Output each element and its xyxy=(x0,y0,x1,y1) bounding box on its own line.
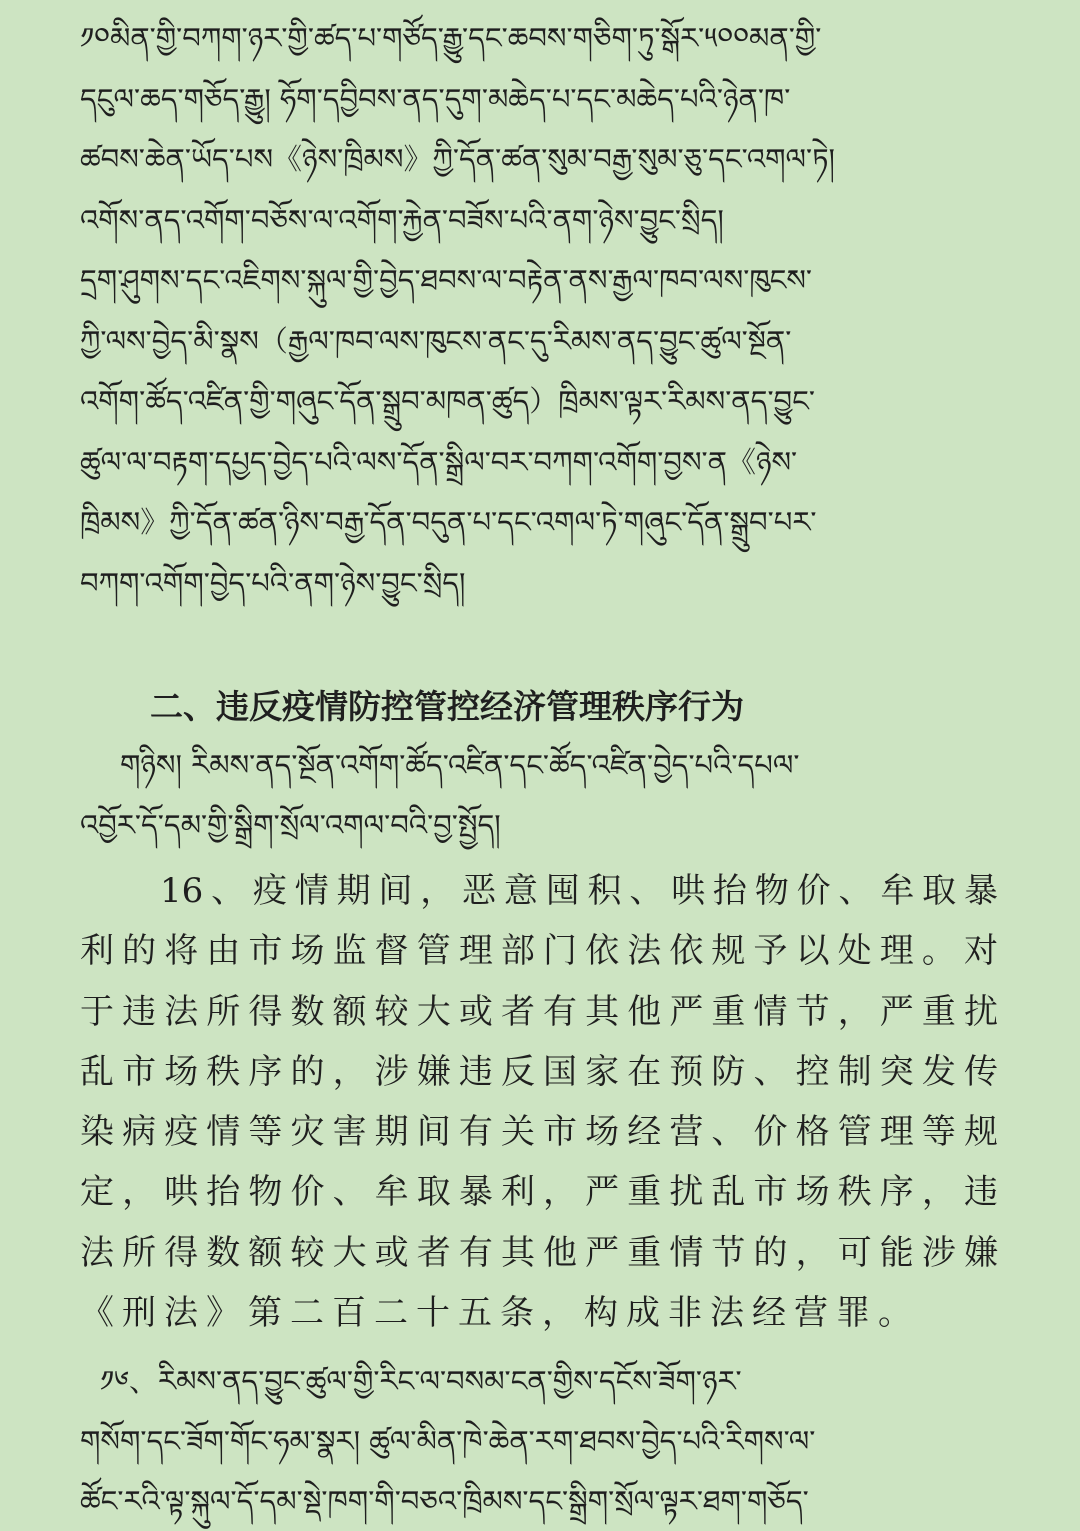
text-line: གསོག་དང་ཟོག་གོང་ཧམ་སྣར། ཚུལ་མིན་ཁེ་ཆེན་རག་ཐབས་བྱེད་པའི་རིགས་ལ་ xyxy=(80,1424,816,1459)
text-line: ཚུལ་ལ་བརྟག་དཔྱད་བྱེད་པའི་ལས་དོན་སྒྲིལ་བར་བཀག་འགོག་བྱས་ན《ཉེས་ xyxy=(80,444,798,479)
text-line: 于违法所得数额较大或者有其他严重情节，严重扰 xyxy=(80,991,998,1032)
text-line: ༡༦、རིམས་ནད་བྱུང་ཚུལ་གྱི་རིང་ལ་བསམ་ངན་གྱིས་དངོས་ཟོག་ཉར་ xyxy=(100,1364,742,1399)
chinese-paragraph-16 xyxy=(80,861,998,1343)
text-line: འགོག་ཚོད་འཛིན་གྱི་གཞུང་དོན་སྒྲུབ་མཁན་ཚུད）ཁྲིམས་ལྟར་རིམས་ནད་བྱུང་ xyxy=(80,384,815,418)
text-line: 定，哄抬物价、牟取暴利，严重扰乱市场秩序，违 xyxy=(80,1172,998,1213)
text-line: ཀྱི་ལས་བྱེད་མི་སྣས（རྒྱལ་ཁབ་ལས་ཁུངས་ནང་དུ་རིམས་ནད་བྱུང་ཚུལ་སྔོན་ xyxy=(80,323,792,358)
text-line: ཁྲིམས》ཀྱི་དོན་ཚན་ཉིས་བརྒྱ་དོན་བདུན་པ་དང་འགལ་ཏེ་གཞུང་དོན་སྒྲུབ་པར་ xyxy=(80,505,817,539)
text-line: གཉིས། རིམས་ནད་སྔོན་འགོག་ཚོད་འཛིན་དང་ཚོད་འཛིན་བྱེད་པའི་དཔལ་ xyxy=(120,748,800,782)
section-heading: 二、违反疫情防控管控经济管理秩序行为 xyxy=(150,687,744,726)
text-line: འགོས་ནད་འགོག་བཅོས་ལ་འགོག་རྐྱེན་བཟོས་པའི་ནག་ཉེས་བྱུང་སྲིད། xyxy=(80,202,724,237)
tibetan-paragraph-16 xyxy=(80,1351,998,1531)
text-line: 法所得数额较大或者有其他严重情节的，可能涉嫌 xyxy=(80,1232,998,1273)
text-line: ཚབས་ཆེན་ཡོད་པས《ཉེས་ཁྲིམས》ཀྱི་དོན་ཚན་སུམ་བརྒྱ་སུམ་ཅུ་དང་འགལ་ཏེ། xyxy=(80,142,835,176)
tibetan-section-heading xyxy=(80,735,998,855)
tibetan-paragraph-top xyxy=(80,8,998,613)
text-line: དངུལ་ཆད་གཅོད་རྒྱུ། ཧོག་དབྱིབས་ནད་དུག་མཆེད་པ་དང་མཆེད་པའི་ཉེན་ཁ་ xyxy=(80,81,791,116)
text-line: བཀག་འགོག་བྱེད་པའི་ནག་ཉེས་བྱུང་སྲིད། xyxy=(80,565,466,600)
text-line: དྲག་ཤུགས་དང་འཇིགས་སྐུལ་གྱི་བྱེད་ཐབས་ལ་བརྟེན་ནས་རྒྱལ་ཁབ་ལས་ཁུངས་ xyxy=(80,263,813,297)
text-line: 乱市场秩序的，涉嫌违反国家在预防、控制突发传 xyxy=(80,1051,998,1092)
text-line: འབྱོར་དོ་དམ་གྱི་སྒྲིག་སྲོལ་འགལ་བའི་བྱ་སྤྱོད། xyxy=(80,808,501,842)
text-line: ཚོང་རའི་ལྟ་སྐུལ་དོ་དམ་སྡེ་ཁག་གི་བཅའ་ཁྲིམས་དང་སྒྲིག་སྲོལ་ལྟར་ཐག་གཅོད་ xyxy=(80,1484,809,1519)
text-line: 利的将由市场监督管理部门依法依规予以处理。对 xyxy=(80,931,998,972)
text-line: ༡༠མིན་གྱི་བཀག་ཉར་གྱི་ཚད་པ་གཙོད་རྒྱུ་དང་ཆབས་གཅིག་ཏུ་སྒོར་༥༠༠མན་གྱི་ xyxy=(80,21,822,55)
text-line: 《刑法》第二百二十五条，构成非法经营罪。 xyxy=(80,1293,920,1334)
text-line: 染病疫情等灾害期间有关市场经营、价格管理等规 xyxy=(80,1112,998,1153)
text-line: 16、疫情期间，恶意囤积、哄抬物价、牟取暴 xyxy=(160,871,998,911)
